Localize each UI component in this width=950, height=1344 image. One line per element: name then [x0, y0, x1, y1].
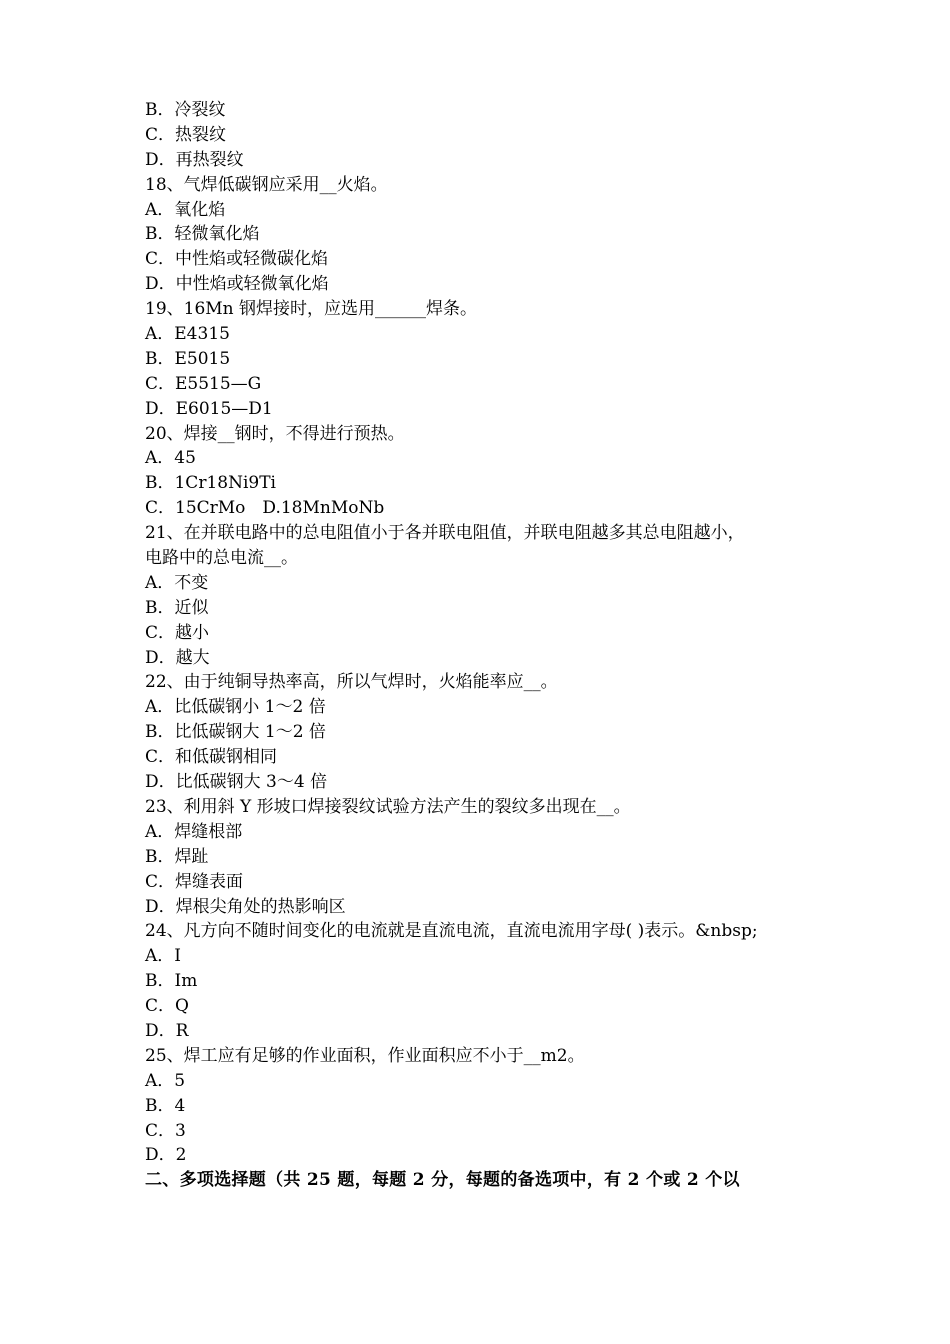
option-d-q23: D．焊根尖角处的热影响区	[145, 896, 346, 917]
option-b-q21: B．近似	[145, 597, 209, 618]
option-b-q23: B．焊趾	[145, 846, 209, 867]
question-25: 25、焊工应有足够的作业面积，作业面积应不小于__m2。	[145, 1045, 585, 1066]
option-b-q25: B．4	[145, 1095, 186, 1116]
option-a-q23: A．焊缝根部	[145, 821, 243, 842]
option-cd-q20: C．15CrMo D.18MnMoNb	[145, 498, 385, 519]
option-c-q24: C．Q	[145, 996, 189, 1017]
option-b-q20: B．1Cr18Ni9Ti	[145, 473, 276, 494]
option-a-q20: A．45	[145, 448, 196, 469]
question-23: 23、利用斜 Y 形坡口焊接裂纹试验方法产生的裂纹多出现在__。	[145, 796, 631, 817]
option-c-q25: C．3	[145, 1120, 186, 1141]
option-d-q17: D．再热裂纹	[145, 149, 244, 170]
option-a-q19: A．E4315	[145, 324, 230, 345]
option-d-q25: D．2	[145, 1145, 187, 1166]
question-24: 24、凡方向不随时间变化的电流就是直流电流，直流电流用字母( )表示。&nbsp;	[145, 921, 758, 942]
section-heading-multiple-choice: 二、多项选择题（共 25 题，每题 2 分，每题的备选项中，有 2 个或 2 个以	[145, 1170, 740, 1191]
option-d-q22: D．比低碳钢大 3～4 倍	[145, 772, 328, 793]
option-a-q21: A．不变	[145, 572, 209, 593]
question-20: 20、焊接__钢时，不得进行预热。	[145, 423, 405, 444]
option-d-q24: D．R	[145, 1020, 189, 1041]
option-b-q19: B．E5015	[145, 348, 231, 369]
option-c-q18: C．中性焰或轻微碳化焰	[145, 249, 329, 270]
page-content	[145, 98, 810, 1193]
option-a-q25: A．5	[145, 1070, 186, 1091]
option-a-q24: A．I	[145, 946, 181, 967]
option-c-q17: C．热裂纹	[145, 124, 227, 145]
option-d-q19: D．E6015—D1	[145, 398, 273, 419]
question-21-line2: 电路中的总电流__。	[145, 548, 298, 569]
option-b-q24: B．Im	[145, 971, 198, 992]
option-a-q18: A．氧化焰	[145, 199, 226, 220]
option-b-q22: B．比低碳钢大 1～2 倍	[145, 722, 326, 743]
option-c-q23: C．焊缝表面	[145, 871, 244, 892]
option-b-q17: B．冷裂纹	[145, 100, 226, 120]
option-d-q18: D．中性焰或轻微氧化焰	[145, 274, 329, 295]
question-21-line1: 21、在并联电路中的总电阻值小于各并联电阻值，并联电阻越多其总电阻越小，	[145, 523, 745, 544]
option-d-q21: D．越大	[145, 647, 210, 668]
question-22: 22、由于纯铜导热率高，所以气焊时，火焰能率应__。	[145, 672, 558, 693]
option-c-q22: C．和低碳钢相同	[145, 747, 278, 768]
option-c-q19: C．E5515—G	[145, 373, 262, 394]
question-18: 18、气焊低碳钢应采用__火焰。	[145, 174, 388, 195]
option-c-q21: C．越小	[145, 622, 210, 643]
option-b-q18: B．轻微氧化焰	[145, 224, 260, 245]
option-a-q22: A．比低碳钢小 1～2 倍	[145, 697, 326, 718]
question-19: 19、16Mn 钢焊接时，应选用______焊条。	[145, 299, 478, 320]
